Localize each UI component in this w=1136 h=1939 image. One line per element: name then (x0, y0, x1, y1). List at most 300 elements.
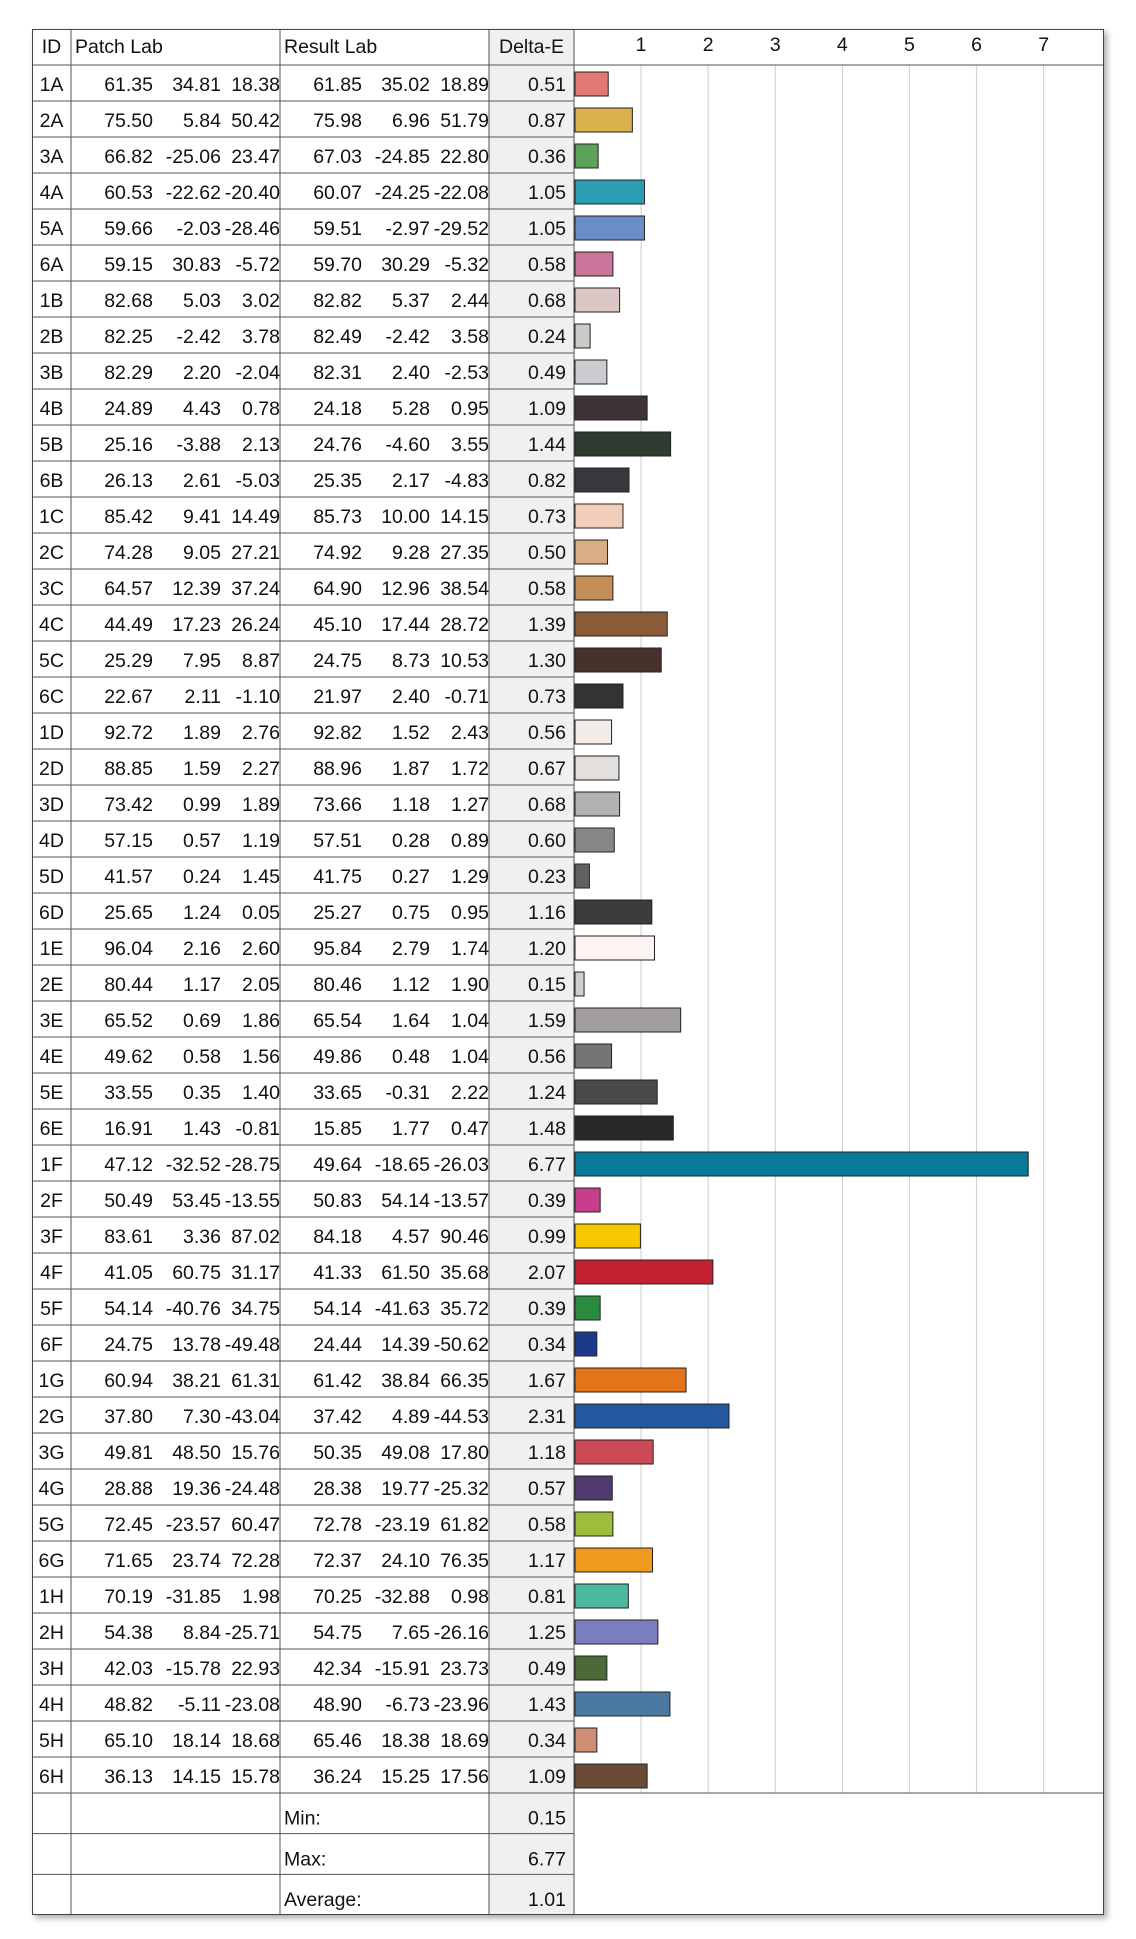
result-lab-value: 2.40 (392, 686, 430, 708)
patch-lab-value: 3.36 (183, 1226, 221, 1248)
result-lab-value: 0.95 (451, 902, 489, 924)
result-lab-value: 80.46 (313, 974, 362, 996)
result-lab-value: 95.84 (313, 938, 362, 960)
patch-lab-value: 60.94 (104, 1370, 153, 1392)
delta-e-bar (575, 792, 620, 816)
patch-lab-value: 87.02 (231, 1226, 280, 1248)
result-lab-value: 0.75 (392, 902, 430, 924)
patch-lab-value: 2.60 (242, 938, 280, 960)
patch-lab-value: 2.16 (183, 938, 221, 960)
delta-e-value: 1.09 (528, 398, 566, 420)
result-lab-value: 10.53 (440, 650, 489, 672)
result-lab-value: 18.69 (440, 1730, 489, 1752)
delta-e-bar (575, 540, 608, 564)
result-lab-value: -18.65 (374, 1154, 430, 1176)
patch-lab-value: 24.75 (104, 1334, 153, 1356)
patch-lab-value: 1.86 (242, 1010, 280, 1032)
result-lab-value: -25.32 (433, 1478, 489, 1500)
patch-lab-value: -0.81 (235, 1118, 280, 1140)
result-lab-value: -0.71 (444, 686, 489, 708)
patch-lab-value: 92.72 (104, 722, 153, 744)
patch-lab-value: 5.03 (183, 290, 221, 312)
row-id: 5G (38, 1514, 65, 1536)
delta-e-value: 1.59 (528, 1010, 566, 1032)
result-lab-value: 1.18 (392, 794, 430, 816)
x-tick-label: 7 (1038, 34, 1050, 56)
delta-e-value: 1.48 (528, 1118, 566, 1140)
result-lab-value: 1.87 (392, 758, 430, 780)
patch-lab-value: 82.68 (104, 290, 153, 312)
result-lab-value: -6.73 (385, 1694, 430, 1716)
patch-lab-value: 36.13 (104, 1766, 153, 1788)
result-lab-value: -41.63 (374, 1298, 430, 1320)
patch-lab-value: 0.05 (242, 902, 280, 924)
row-id: 6E (39, 1118, 64, 1140)
patch-lab-value: 1.24 (183, 902, 221, 924)
patch-lab-value: 80.44 (104, 974, 153, 996)
patch-lab-value: -24.48 (224, 1478, 280, 1500)
patch-lab-value: 38.21 (172, 1370, 221, 1392)
result-lab-value: 28.72 (440, 614, 489, 636)
result-lab-value: -24.25 (374, 182, 430, 204)
result-lab-value: 1.72 (451, 758, 489, 780)
delta-e-bar (575, 360, 607, 384)
patch-lab-value: 48.50 (172, 1442, 221, 1464)
delta-e-bar (575, 324, 590, 348)
delta-e-bar (575, 720, 612, 744)
result-lab-value: 12.96 (381, 578, 430, 600)
row-id: 3H (39, 1658, 64, 1680)
result-lab-value: 24.76 (313, 434, 362, 456)
result-lab-value: 3.55 (451, 434, 489, 456)
delta-e-report (32, 29, 1104, 1915)
delta-e-bar (575, 1764, 647, 1788)
result-lab-value: 14.15 (440, 506, 489, 528)
result-lab-value: -26.03 (433, 1154, 489, 1176)
x-tick-label: 2 (702, 34, 714, 56)
result-lab-value: 42.34 (313, 1658, 362, 1680)
result-lab-value: 33.65 (313, 1082, 362, 1104)
patch-lab-value: 37.24 (231, 578, 280, 600)
patch-lab-value: 17.23 (172, 614, 221, 636)
result-lab-value: 15.85 (313, 1118, 362, 1140)
result-lab-value: 6.96 (392, 110, 430, 132)
result-lab-value: 49.64 (313, 1154, 362, 1176)
patch-lab-value: 18.68 (231, 1730, 280, 1752)
result-lab-value: 50.83 (313, 1190, 362, 1212)
delta-e-value: 1.25 (528, 1622, 566, 1644)
patch-lab-value: 82.29 (104, 362, 153, 384)
patch-lab-value: 25.65 (104, 902, 153, 924)
delta-e-value: 0.39 (528, 1190, 566, 1212)
patch-lab-value: 2.13 (242, 434, 280, 456)
patch-lab-value: 47.12 (104, 1154, 153, 1176)
patch-lab-value: 9.05 (183, 542, 221, 564)
result-lab-value: 66.35 (440, 1370, 489, 1392)
delta-e-bar (575, 864, 589, 888)
row-id: 6D (39, 902, 64, 924)
result-lab-value: 1.04 (451, 1010, 489, 1032)
delta-e-value: 0.15 (528, 974, 566, 996)
delta-e-value: 0.58 (528, 254, 566, 276)
result-lab-value: -4.83 (444, 470, 489, 492)
result-lab-value: -44.53 (433, 1406, 489, 1428)
patch-lab-value: 25.16 (104, 434, 153, 456)
result-lab-value: 2.43 (451, 722, 489, 744)
patch-lab-value: 1.89 (242, 794, 280, 816)
result-lab-value: 0.48 (392, 1046, 430, 1068)
delta-e-bar (575, 1728, 597, 1752)
patch-lab-value: 96.04 (104, 938, 153, 960)
delta-e-value: 1.05 (528, 182, 566, 204)
patch-lab-value: 1.40 (242, 1082, 280, 1104)
summary-label: Max: (284, 1848, 327, 1871)
patch-lab-value: 37.80 (104, 1406, 153, 1428)
result-lab-value: 54.14 (313, 1298, 362, 1320)
row-id: 1F (40, 1154, 63, 1176)
patch-lab-value: 16.91 (104, 1118, 153, 1140)
delta-e-value: 1.20 (528, 938, 566, 960)
result-lab-value: 84.18 (313, 1226, 362, 1248)
row-id: 1D (39, 722, 64, 744)
delta-e-value: 1.05 (528, 218, 566, 240)
patch-lab-value: 2.61 (183, 470, 221, 492)
result-lab-value: 30.29 (381, 254, 430, 276)
delta-e-value: 1.44 (528, 434, 566, 456)
result-lab-value: -4.60 (385, 434, 430, 456)
delta-e-bar (575, 396, 647, 420)
row-id: 2A (39, 110, 64, 132)
patch-lab-value: 2.20 (183, 362, 221, 384)
row-id: 6B (39, 470, 64, 492)
delta-e-value: 2.07 (528, 1262, 566, 1284)
header-delta-e: Delta-E (498, 36, 565, 58)
result-lab-value: 49.86 (313, 1046, 362, 1068)
delta-e-bar (575, 1440, 653, 1464)
x-tick-label: 6 (971, 34, 982, 56)
patch-lab-value: 70.19 (104, 1586, 153, 1608)
result-lab-value: 67.03 (313, 146, 362, 168)
summary-value: 0.15 (528, 1807, 566, 1830)
row-id: 6G (38, 1550, 65, 1572)
delta-e-bar (575, 1260, 713, 1284)
delta-e-value: 0.34 (528, 1334, 566, 1356)
delta-e-value: 0.82 (528, 470, 566, 492)
result-lab-value: 41.33 (313, 1262, 362, 1284)
patch-lab-value: -40.76 (165, 1298, 221, 1320)
patch-lab-value: 1.56 (242, 1046, 280, 1068)
summary-value: 1.01 (528, 1889, 566, 1911)
row-id: 1B (39, 290, 64, 312)
delta-e-bar (575, 72, 608, 96)
result-lab-value: 38.84 (381, 1370, 430, 1392)
result-lab-value: 2.79 (392, 938, 430, 960)
patch-lab-value: 7.30 (183, 1406, 221, 1428)
patch-lab-value: 59.15 (104, 254, 153, 276)
patch-lab-value: -49.48 (224, 1334, 280, 1356)
result-lab-value: 59.51 (313, 218, 362, 240)
result-lab-value: 1.64 (392, 1010, 430, 1032)
delta-e-bar (575, 1692, 670, 1716)
patch-lab-value: 14.49 (231, 506, 280, 528)
row-id: 2E (39, 974, 64, 996)
delta-e-bar (575, 612, 667, 636)
patch-lab-value: 8.84 (183, 1622, 221, 1644)
patch-lab-value: 30.83 (172, 254, 221, 276)
delta-e-value: 0.58 (528, 578, 566, 600)
delta-e-bar (575, 288, 620, 312)
result-lab-value: 1.52 (392, 722, 430, 744)
result-lab-value: 1.90 (451, 974, 489, 996)
result-lab-value: 1.27 (451, 794, 489, 816)
delta-e-value: 0.23 (528, 866, 566, 888)
delta-e-bar (575, 756, 619, 780)
x-tick-label: 4 (836, 34, 848, 56)
row-id: 2B (39, 326, 64, 348)
patch-lab-value: -23.08 (224, 1694, 280, 1716)
result-lab-value: 60.07 (313, 182, 362, 204)
delta-e-bar (575, 900, 652, 924)
patch-lab-value: 19.36 (172, 1478, 221, 1500)
delta-e-value: 1.43 (528, 1694, 566, 1716)
row-id: 4E (39, 1046, 64, 1068)
delta-e-bar (575, 1332, 597, 1356)
patch-lab-value: 54.38 (104, 1622, 153, 1644)
patch-lab-value: -20.40 (224, 182, 280, 204)
result-lab-value: 57.51 (313, 830, 362, 852)
result-lab-value: 41.75 (313, 866, 362, 888)
patch-lab-value: -1.10 (235, 686, 280, 708)
delta-e-bar (575, 684, 623, 708)
result-lab-value: 21.97 (313, 686, 362, 708)
patch-lab-value: 9.41 (183, 506, 221, 528)
row-id: 2C (39, 542, 64, 564)
result-lab-value: -2.97 (385, 218, 430, 240)
patch-lab-value: 1.89 (183, 722, 221, 744)
result-lab-value: 0.95 (451, 398, 489, 420)
delta-e-value: 0.49 (528, 1658, 566, 1680)
patch-lab-value: 73.42 (104, 794, 153, 816)
result-lab-value: 90.46 (440, 1226, 489, 1248)
delta-e-value: 1.67 (528, 1370, 566, 1392)
patch-lab-value: 33.55 (104, 1082, 153, 1104)
delta-e-value: 0.67 (528, 758, 566, 780)
patch-lab-value: -32.52 (165, 1154, 221, 1176)
row-id: 5C (39, 650, 64, 672)
result-lab-value: 3.58 (451, 326, 489, 348)
patch-lab-value: 4.43 (183, 398, 221, 420)
delta-e-value: 0.73 (528, 686, 566, 708)
patch-lab-value: 44.49 (104, 614, 153, 636)
delta-e-value: 1.16 (528, 902, 566, 924)
delta-e-bar (575, 1296, 600, 1320)
result-lab-value: 5.28 (392, 398, 430, 420)
patch-lab-value: 48.82 (104, 1694, 153, 1716)
patch-lab-value: 8.87 (242, 650, 280, 672)
row-id: 4F (40, 1262, 63, 1284)
row-id: 3G (38, 1442, 65, 1464)
result-lab-value: 2.17 (392, 470, 430, 492)
result-lab-value: -15.91 (374, 1658, 430, 1680)
delta-e-value: 0.50 (528, 542, 566, 564)
row-id: 2G (38, 1406, 65, 1428)
patch-lab-value: 1.45 (242, 866, 280, 888)
patch-lab-value: 0.78 (242, 398, 280, 420)
patch-lab-value: 75.50 (104, 110, 153, 132)
patch-lab-value: 61.35 (104, 74, 153, 96)
result-lab-value: 64.90 (313, 578, 362, 600)
patch-lab-value: 72.28 (231, 1550, 280, 1572)
delta-e-bar (575, 432, 671, 456)
patch-lab-value: 53.45 (172, 1190, 221, 1212)
patch-lab-value: 72.45 (104, 1514, 153, 1536)
patch-lab-value: 41.57 (104, 866, 153, 888)
delta-e-value: 1.09 (528, 1766, 566, 1788)
result-lab-value: -13.57 (433, 1190, 489, 1212)
result-lab-value: 27.35 (440, 542, 489, 564)
result-lab-value: 75.98 (313, 110, 362, 132)
patch-lab-value: 18.38 (231, 74, 280, 96)
row-id: 1E (39, 938, 64, 960)
summary-value: 6.77 (528, 1848, 566, 1871)
delta-e-bar (575, 1368, 686, 1392)
result-lab-value: 92.82 (313, 722, 362, 744)
patch-lab-value: 3.78 (242, 326, 280, 348)
delta-e-value: 1.17 (528, 1550, 566, 1572)
patch-lab-value: 13.78 (172, 1334, 221, 1356)
result-lab-value: 0.98 (451, 1586, 489, 1608)
result-lab-value: 72.37 (313, 1550, 362, 1572)
row-id: 4C (39, 614, 64, 636)
delta-e-bar (575, 972, 584, 996)
delta-e-value: 0.24 (528, 326, 566, 348)
patch-lab-value: 7.95 (183, 650, 221, 672)
delta-e-bar (575, 252, 613, 276)
delta-e-bar (575, 1116, 673, 1140)
result-lab-value: -22.08 (433, 182, 489, 204)
delta-e-bar (575, 648, 661, 672)
delta-e-value: 0.49 (528, 362, 566, 384)
row-id: 5E (39, 1082, 64, 1104)
patch-lab-value: 88.85 (104, 758, 153, 780)
delta-e-value: 0.36 (528, 146, 566, 168)
result-lab-value: -23.96 (433, 1694, 489, 1716)
patch-lab-value: 57.15 (104, 830, 153, 852)
patch-lab-value: 66.82 (104, 146, 153, 168)
result-lab-value: 45.10 (313, 614, 362, 636)
result-lab-value: 0.47 (451, 1118, 489, 1140)
result-lab-value: 28.38 (313, 1478, 362, 1500)
row-id: 4H (39, 1694, 64, 1716)
result-lab-value: 2.44 (451, 290, 489, 312)
delta-e-value: 0.39 (528, 1298, 566, 1320)
delta-e-bar (575, 1404, 729, 1428)
result-lab-value: 51.79 (440, 110, 489, 132)
patch-lab-value: 15.76 (231, 1442, 280, 1464)
patch-lab-value: 49.62 (104, 1046, 153, 1068)
result-lab-value: 10.00 (381, 506, 430, 528)
patch-lab-value: -5.72 (235, 254, 280, 276)
patch-lab-value: 64.57 (104, 578, 153, 600)
result-lab-value: 22.80 (440, 146, 489, 168)
row-id: 4A (39, 182, 64, 204)
patch-lab-value: 5.84 (183, 110, 221, 132)
delta-e-value: 0.81 (528, 1586, 566, 1608)
result-lab-value: 61.50 (381, 1262, 430, 1284)
result-lab-value: 18.38 (381, 1730, 430, 1752)
patch-lab-value: 1.98 (242, 1586, 280, 1608)
delta-e-bar (575, 468, 629, 492)
result-lab-value: 35.68 (440, 1262, 489, 1284)
patch-lab-value: 1.17 (183, 974, 221, 996)
result-lab-value: 61.85 (313, 74, 362, 96)
row-id: 1H (39, 1586, 64, 1608)
patch-lab-value: 42.03 (104, 1658, 153, 1680)
delta-e-value: 1.24 (528, 1082, 566, 1104)
header-result-lab: Result Lab (284, 36, 378, 58)
result-lab-value: 82.31 (313, 362, 362, 384)
result-lab-value: -2.42 (385, 326, 430, 348)
result-lab-value: 24.75 (313, 650, 362, 672)
result-lab-value: 88.96 (313, 758, 362, 780)
result-lab-value: 5.37 (392, 290, 430, 312)
row-id: 3D (39, 794, 64, 816)
result-lab-value: 23.73 (440, 1658, 489, 1680)
delta-e-bar (575, 1008, 681, 1032)
result-lab-value: 50.35 (313, 1442, 362, 1464)
result-lab-value: -29.52 (433, 218, 489, 240)
patch-lab-value: -28.75 (224, 1154, 280, 1176)
result-lab-value: 74.92 (313, 542, 362, 564)
result-lab-value: 73.66 (313, 794, 362, 816)
delta-e-value: 0.99 (528, 1226, 566, 1248)
delta-e-value: 1.30 (528, 650, 566, 672)
result-lab-value: -50.62 (433, 1334, 489, 1356)
delta-e-bar (575, 144, 598, 168)
result-lab-value: -5.32 (444, 254, 489, 276)
patch-lab-value: -28.46 (224, 218, 280, 240)
result-lab-value: 82.82 (313, 290, 362, 312)
row-id: 1G (38, 1370, 65, 1392)
patch-lab-value: 65.52 (104, 1010, 153, 1032)
row-id: 5H (39, 1730, 64, 1752)
patch-lab-value: 60.47 (231, 1514, 280, 1536)
row-id: 1A (39, 74, 64, 96)
delta-e-value: 0.73 (528, 506, 566, 528)
patch-lab-value: 1.19 (242, 830, 280, 852)
delta-e-value: 0.56 (528, 722, 566, 744)
patch-lab-value: 2.05 (242, 974, 280, 996)
result-lab-value: 1.04 (451, 1046, 489, 1068)
result-lab-value: 2.22 (451, 1082, 489, 1104)
delta-e-value: 0.60 (528, 830, 566, 852)
delta-e-bar (575, 1620, 658, 1644)
result-lab-value: 0.28 (392, 830, 430, 852)
patch-lab-value: 23.74 (172, 1550, 221, 1572)
patch-lab-value: -2.04 (235, 362, 280, 384)
patch-lab-value: 23.47 (231, 146, 280, 168)
x-tick-label: 3 (769, 34, 781, 56)
patch-lab-value: 0.35 (183, 1082, 221, 1104)
delta-e-bar (575, 1476, 612, 1500)
delta-e-value: 0.58 (528, 1514, 566, 1536)
result-lab-value: 61.82 (440, 1514, 489, 1536)
result-lab-value: 17.80 (440, 1442, 489, 1464)
result-lab-value: 72.78 (313, 1514, 362, 1536)
result-lab-value: 54.75 (313, 1622, 362, 1644)
delta-e-value: 0.68 (528, 290, 566, 312)
delta-e-bar (575, 108, 632, 132)
